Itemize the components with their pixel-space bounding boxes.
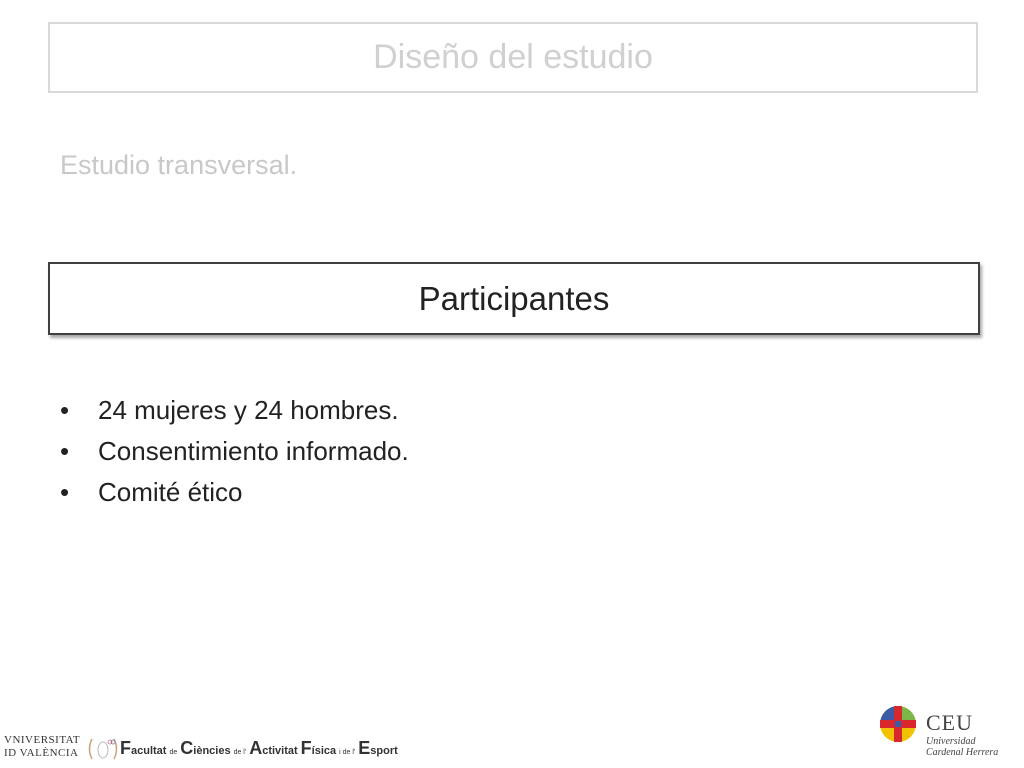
faculty-logo — [120, 738, 398, 759]
study-type-text: Estudio transversal. — [60, 150, 298, 180]
list-item — [60, 390, 409, 431]
university-emblem-icon — [86, 736, 120, 762]
faculty-initial-a: A — [249, 738, 263, 758]
faculty-connector: de — [169, 749, 178, 756]
faculty-word: sport — [370, 745, 398, 757]
slide-title-box — [48, 22, 978, 93]
ceu-line2: Cardenal Herrera — [926, 747, 999, 758]
section-heading-box — [48, 262, 980, 335]
faculty-initial-f: F — [120, 738, 131, 758]
bullet-text: 24 mujeres y 24 hombres. — [98, 395, 399, 425]
bullet-text: Consentimiento informado. — [98, 436, 409, 466]
bullet-icon: • — [60, 395, 70, 425]
ceu-cross-icon — [878, 704, 918, 744]
ceu-logo — [878, 700, 1018, 762]
university-name-line1: VNIVERSITAT — [4, 734, 81, 746]
bullet-icon: • — [60, 436, 70, 466]
faculty-word: ctivitat — [262, 745, 298, 757]
section-heading: Participantes — [418, 279, 610, 317]
faculty-word: ísica — [311, 745, 337, 757]
bullet-icon: • — [60, 477, 70, 507]
university-name-line2: ID VALÈNCIA — [4, 747, 79, 759]
faculty-word: iències — [193, 745, 231, 757]
faculty-connector: i de l' — [339, 749, 356, 756]
ceu-name: CEU — [926, 710, 973, 735]
slide-title: Diseño del estudio — [373, 38, 653, 76]
faculty-initial-e: E — [358, 738, 371, 758]
faculty-initial-f2: F — [300, 738, 312, 758]
bullet-text: Comité ético — [98, 477, 243, 507]
ceu-text-block — [926, 710, 998, 758]
ceu-line1: Universidad — [926, 736, 976, 747]
bullet-list — [60, 390, 409, 513]
list-item — [60, 431, 409, 472]
faculty-connector: de l' — [233, 749, 247, 756]
faculty-initial-c: C — [180, 738, 194, 758]
faculty-word: acultat — [131, 745, 167, 757]
list-item — [60, 472, 409, 513]
